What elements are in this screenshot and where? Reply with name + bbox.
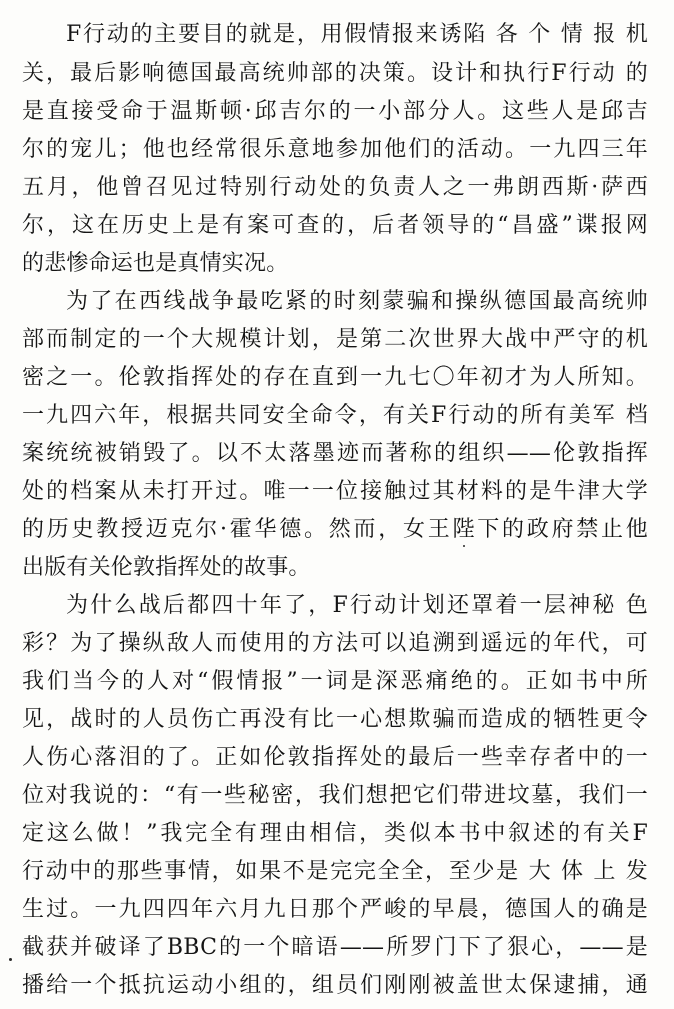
text-line: 部而制定的一个大规模计划，是第二次世界大战中严守的机: [22, 327, 648, 352]
text-line: 我们当今的人对“假情报”一词是深恶痛绝的。正如书中所: [22, 669, 648, 694]
text-line: 关，最后影响德国最高统帅部的决策。设计和执行F行动 的: [22, 61, 648, 86]
text-line: 行动中的那些事情，如果不是完完全全，至少是 大 体 上 发: [22, 859, 648, 884]
ink-speck: [9, 958, 12, 961]
text-line: 为什么战后都四十年了，F行动计划还罩着一层神秘 色: [66, 593, 648, 618]
text-line: 密之一。伦敦指挥处的存在直到一九七〇年初才为人所知。: [22, 365, 648, 390]
text-line: 截获并破译了BBC的一个暗语——所罗门下了狠心，——是: [22, 935, 648, 960]
text-line: 处的档案从未打开过。唯一一位接触过其材料的是牛津大学: [22, 479, 648, 504]
text-line: 出版有关伦敦指挥处的故事。: [22, 555, 311, 580]
text-line: 播给一个抵抗运动小组的，组员们刚刚被盖世太保逮捕，通: [22, 973, 648, 998]
text-line: 五月，他曾召见过特别行动处的负责人之一弗朗西斯·萨西: [22, 175, 648, 200]
text-line: 彩？为了操纵敌人而使用的方法可以追溯到遥远的年代，可: [22, 631, 648, 656]
text-line: 的历史教授迈克尔·霍华德。然而，女王陛下的政府禁止他: [22, 517, 648, 542]
text-line: 位对我说的：“有一些秘密，我们想把它们带进坟墓，我们一: [22, 783, 648, 808]
text-line: 的悲惨命运也是真情实况。: [22, 251, 289, 276]
text-line: 定这么做！”我完全有理由相信，类似本书中叙述的有关F: [22, 821, 648, 846]
text-line: 生过。一九四四年六月九日那个严峻的早晨，德国人的确是: [22, 897, 648, 922]
text-line: 尔的宠儿；他也经常很乐意地参加他们的活动。一九四三年: [22, 137, 648, 162]
text-line: 一九四六年，根据共同安全命令，有关F行动的所有美军 档: [22, 403, 648, 428]
text-line: 人伤心落泪的了。正如伦敦指挥处的最后一些幸存者中的一: [22, 745, 648, 770]
text-line: 为了在西线战争最吃紧的时刻蒙骗和操纵德国最高统帅: [66, 289, 648, 314]
ink-speck: [463, 545, 465, 547]
text-line: 案统统被销毁了。以不太落墨迹而著称的组织——伦敦指挥: [22, 441, 648, 466]
text-line: 尔，这在历史上是有案可查的，后者领导的“昌盛”谍报网: [22, 213, 648, 238]
text-line: 见，战时的人员伤亡再没有比一心想欺骗而造成的牺牲更令: [22, 707, 648, 732]
text-line: 是直接受命于温斯顿·邱吉尔的一小部分人。这些人是邱吉: [22, 99, 648, 124]
text-line: F行动的主要目的就是，用假情报来诱陷 各 个 情 报 机: [66, 22, 648, 47]
